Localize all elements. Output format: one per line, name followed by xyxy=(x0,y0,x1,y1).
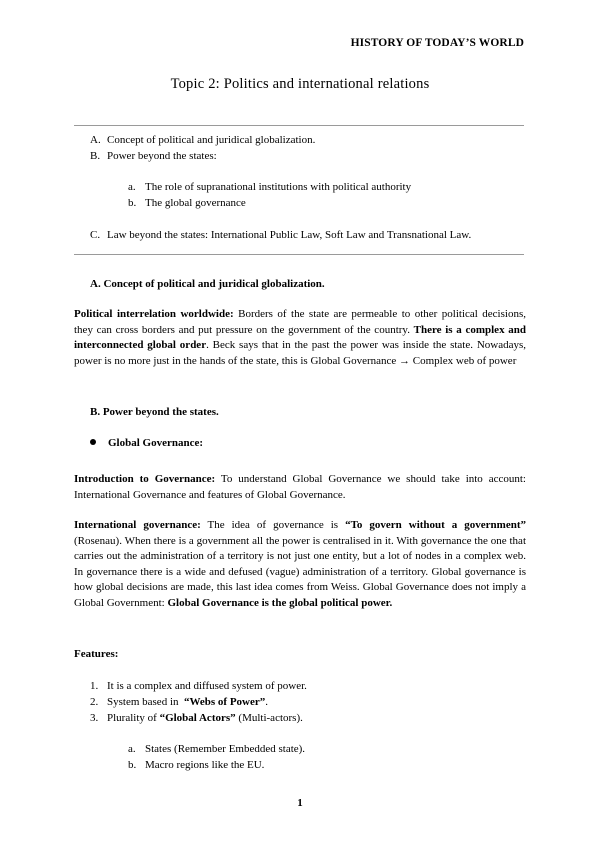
paragraph-text: (Rosenau). When there is a government all the power is centralised in it. With governance the one that carries out the administration of a territory is not just one entity, but a lot of nodes in a complex web. In governance there is a wide and defused (vague) administration of a territory. Global governance is how global decisions are made, this last idea comes from Weiss. Global Governance does not imply a Global Government: xyxy=(74,534,526,609)
global-governance-bullet xyxy=(90,437,203,449)
outline-subitem-a xyxy=(128,180,411,195)
section-b-heading: B. Power beyond the states. xyxy=(90,406,219,418)
feature-text: Macro regions like the EU. xyxy=(145,759,265,771)
topic-title: Topic 2: Politics and international relations xyxy=(170,76,430,92)
feature-text: System based in xyxy=(107,696,184,708)
bullet-icon xyxy=(90,439,96,445)
outline-item-b xyxy=(90,149,217,164)
paragraph-text: . Beck says that in the past the power was inside the state. Nowadays, power is no more just in the hands of the state, this is Global Governance → Complex web of power xyxy=(74,339,526,367)
feature-text: Plurality of xyxy=(107,712,160,724)
quote: “To govern without a government” xyxy=(345,519,526,531)
outline-text: The global governance xyxy=(145,197,246,209)
top-divider xyxy=(74,125,524,126)
feature-item-1 xyxy=(90,679,307,694)
international-governance-paragraph xyxy=(74,518,526,611)
outline-text: Power beyond the states: xyxy=(107,150,217,162)
feature-marker: 1. xyxy=(90,680,99,692)
term: Introduction to Governance: xyxy=(74,473,216,485)
feature-text: . xyxy=(265,696,269,708)
bullet-text: Global Governance: xyxy=(108,437,204,449)
bottom-divider xyxy=(74,254,524,255)
feature-marker: 3. xyxy=(90,712,99,724)
emphasis: There is a complex and interconnected global order xyxy=(74,323,526,351)
outline-text: Concept of political and juridical globalization. xyxy=(107,134,316,146)
feature-item-2 xyxy=(90,695,268,710)
emphasis: Global Governance is the global political power. xyxy=(167,596,393,609)
feature-subitem-a xyxy=(128,742,305,757)
feature-emphasis: “Global Actors” xyxy=(159,712,236,724)
outline-marker: b. xyxy=(128,197,137,209)
outline-marker: a. xyxy=(128,181,136,193)
political-interrelation-paragraph xyxy=(74,307,526,369)
outline-subitem-b xyxy=(128,196,246,211)
section-a-heading: A. Concept of political and juridical globalization. xyxy=(90,278,325,290)
outline-marker: B. xyxy=(90,150,101,162)
feature-emphasis: “Webs of Power” xyxy=(184,696,266,708)
outline-text: The role of supranational institutions with political authority xyxy=(145,181,412,193)
paragraph-text: Borders of the state are permeable to other political decisions, they can cross borders and put pressure on the government of the country. xyxy=(74,308,526,336)
paragraph-text: To understand Global Governance we should take into account: International Governance and features of Global Governance. xyxy=(74,473,526,501)
paragraph-text: The idea of governance is xyxy=(200,519,346,531)
intro-governance-paragraph xyxy=(74,472,526,503)
term: Political interrelation worldwide: xyxy=(74,308,234,320)
feature-marker: b. xyxy=(128,759,137,771)
outline-marker: C. xyxy=(90,229,101,241)
course-header: HISTORY OF TODAY’S WORLD xyxy=(350,37,524,49)
feature-item-3 xyxy=(90,711,303,726)
outline-item-a xyxy=(90,133,315,148)
feature-marker: a. xyxy=(128,743,136,755)
feature-text: It is a complex and diffused system of power. xyxy=(107,680,307,692)
outline-item-c xyxy=(90,228,471,243)
term: International governance: xyxy=(74,519,201,531)
outline-text: Law beyond the states: International Public Law, Soft Law and Transnational Law. xyxy=(107,229,472,241)
outline-marker: A. xyxy=(90,134,101,146)
page-number: 1 xyxy=(297,797,303,809)
feature-text: (Multi-actors). xyxy=(235,712,303,724)
feature-marker: 2. xyxy=(90,696,99,708)
feature-text: States (Remember Embedded state). xyxy=(145,743,306,755)
features-heading: Features: xyxy=(74,648,119,660)
feature-subitem-b xyxy=(128,758,264,773)
